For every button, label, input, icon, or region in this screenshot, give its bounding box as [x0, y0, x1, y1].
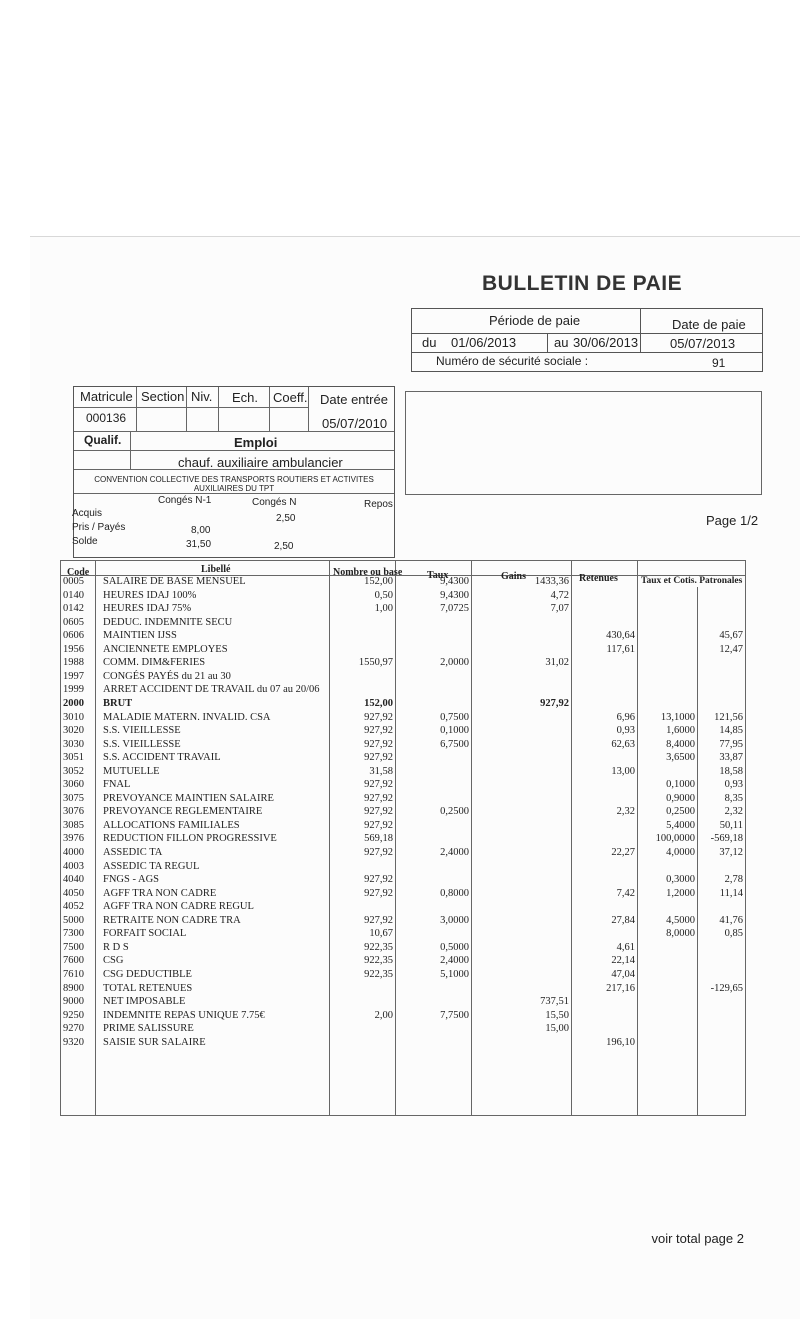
base-cell: 927,92 [364, 914, 393, 926]
retenues-cell: 47,04 [611, 968, 635, 980]
to-label: au [554, 335, 569, 350]
taux-patronal-cell: 0,1000 [666, 779, 695, 791]
divider [412, 352, 762, 353]
cotis-patronale-cell: 0,85 [724, 928, 743, 940]
code-cell: 9250 [63, 1009, 84, 1021]
matricule-value: 000136 [86, 411, 127, 425]
payslip-table [60, 560, 746, 1116]
coeff-header: Coeff. [273, 390, 308, 405]
taux-cell: 0,8000 [440, 887, 469, 899]
taux-patronal-cell: 13,1000 [660, 711, 695, 723]
cotis-patronale-cell: -569,18 [710, 833, 743, 845]
cotis-patronale-cell: 33,87 [719, 752, 743, 764]
patronales-header: Taux et Cotis. Patronales [641, 576, 743, 586]
label-cell: MAINTIEN IJSS [103, 630, 177, 642]
payes-n1: 8,00 [191, 525, 211, 536]
taux-patronal-cell: 5,4000 [666, 819, 695, 831]
cotis-patronale-cell: -129,65 [710, 982, 743, 994]
label-cell: S.S. VIEILLESSE [103, 738, 181, 750]
label-cell: MALADIE MATERN. INVALID. CSA [103, 711, 271, 723]
code-cell: 3030 [63, 738, 84, 750]
code-cell: 4050 [63, 887, 84, 899]
code-cell: 3976 [63, 833, 84, 845]
base-cell: 31,58 [369, 765, 393, 777]
code-cell: 0605 [63, 616, 84, 628]
label-cell: BRUT [103, 697, 133, 709]
code-cell: 5000 [63, 914, 84, 926]
taux-header: Taux [427, 570, 449, 581]
base-cell: 2,00 [374, 1009, 393, 1021]
cotis-patronale-cell: 18,58 [719, 765, 743, 777]
base-cell: 152,00 [364, 697, 393, 709]
cotis-patronale-cell: 0,93 [724, 779, 743, 791]
base-cell: 922,35 [364, 941, 393, 953]
taux-patronal-cell: 1,6000 [666, 725, 695, 737]
base-cell: 10,67 [369, 928, 393, 940]
label-cell: FNGS - AGS [103, 874, 160, 886]
code-cell: 7610 [63, 968, 84, 980]
taux-patronal-cell: 4,5000 [666, 914, 695, 926]
taux-patronal-cell: 1,2000 [666, 887, 695, 899]
divider [640, 309, 641, 353]
retenues-cell: 196,10 [606, 1036, 635, 1048]
label-cell: FORFAIT SOCIAL [103, 928, 187, 940]
label-cell: COMM. DIM&FERIES [103, 657, 206, 669]
repos-header: Repos [364, 499, 393, 510]
taux-cell: 7,7500 [440, 1009, 469, 1021]
code-cell: 3020 [63, 725, 84, 737]
pay-date-label: Date de paie [672, 317, 746, 332]
base-cell: 0,50 [374, 589, 393, 601]
label-cell: INDEMNITE REPAS UNIQUE 7.75€ [103, 1009, 265, 1021]
code-cell: 0140 [63, 589, 84, 601]
label-cell: ALLOCATIONS FAMILIALES [103, 819, 240, 831]
code-cell: 1956 [63, 643, 84, 655]
cotis-patronale-cell: 11,14 [719, 887, 743, 899]
period-label: Période de paie [489, 313, 581, 328]
code-cell: 4052 [63, 901, 84, 913]
date-entree-value: 05/07/2010 [322, 416, 388, 431]
label-cell: CSG [103, 955, 124, 967]
taux-patronal-cell: 8,0000 [666, 928, 695, 940]
retenues-cell: 117,61 [606, 643, 635, 655]
label-cell: ASSEDIC TA [103, 847, 163, 858]
from-label: du [422, 335, 437, 350]
base-cell: 927,92 [364, 738, 393, 750]
taux-patronal-cell: 3,6500 [666, 752, 695, 764]
base-cell: 927,92 [364, 725, 393, 737]
cotis-patronale-cell: 50,11 [719, 819, 743, 831]
label-cell: FNAL [103, 779, 131, 791]
libelle-header: Libellé [201, 564, 231, 575]
gains-cell: 737,51 [540, 996, 569, 1008]
label-cell: R D S [103, 941, 129, 953]
acquis-n: 2,50 [276, 513, 296, 524]
taux-patronal-cell: 0,2500 [666, 806, 695, 818]
code-cell: 3051 [63, 752, 84, 764]
retenues-header: Retenues [579, 573, 618, 584]
code-cell: 4003 [63, 860, 84, 872]
gains-cell: 15,50 [545, 1009, 569, 1021]
label-cell: PRIME SALISSURE [103, 1023, 194, 1035]
taux-cell: 9,4300 [440, 576, 469, 587]
code-cell: 3085 [63, 819, 84, 831]
retenues-cell: 430,64 [606, 630, 635, 642]
label-cell: MUTUELLE [103, 765, 160, 777]
label-cell: HEURES IDAJ 100% [103, 589, 197, 601]
taux-cell: 2,0000 [440, 657, 469, 669]
gains-cell: 1433,36 [534, 576, 569, 587]
base-cell: 927,92 [364, 847, 393, 858]
date-entree-header: Date entrée [320, 392, 388, 407]
taux-patronal-cell: 0,3000 [666, 874, 695, 886]
ech-header: Ech. [232, 390, 259, 405]
emploi-label: Emploi [234, 435, 278, 450]
cotis-patronale-cell: 121,56 [714, 711, 743, 723]
code-cell: 0005 [63, 576, 84, 587]
cotis-patronale-cell: 8,35 [724, 792, 743, 804]
cotis-patronale-cell: 12,47 [719, 643, 743, 655]
label-cell: S.S. VIEILLESSE [103, 725, 181, 737]
label-cell: PREVOYANCE REGLEMENTAIRE [103, 806, 263, 818]
gains-cell: 31,02 [545, 657, 569, 669]
divider [547, 333, 548, 352]
section-header: Section [141, 389, 185, 404]
convention-text: CONVENTION COLLECTIVE DES TRANSPORTS ROUTIERS ET ACTIVITES AUXILIAIRES DU TPT [94, 475, 374, 493]
code-cell: 4040 [63, 874, 84, 886]
taux-patronal-cell: 4,0000 [666, 847, 695, 858]
label-cell: ASSEDIC TA REGUL [103, 860, 200, 872]
footer-note: voir total page 2 [651, 1231, 744, 1246]
cotis-patronale-cell: 14,85 [719, 725, 743, 737]
taux-patronal-cell: 100,0000 [655, 833, 695, 845]
matricule-header: Matricule [80, 389, 133, 404]
label-cell: ARRET ACCIDENT DE TRAVAIL du 07 au 20/06 [103, 684, 320, 696]
code-cell: 8900 [63, 982, 84, 994]
code-cell: 7600 [63, 955, 84, 967]
address-box [405, 391, 762, 495]
label-cell: REDUCTION FILLON PROGRESSIVE [103, 833, 277, 845]
base-cell: 922,35 [364, 955, 393, 967]
code-cell: 3060 [63, 779, 84, 791]
taux-cell: 5,1000 [440, 968, 469, 980]
code-cell: 9000 [63, 996, 84, 1008]
taux-cell: 9,4300 [440, 589, 469, 601]
retenues-cell: 22,14 [611, 955, 635, 967]
cotis-patronale-cell: 2,78 [724, 874, 743, 886]
taux-patronal-cell: 8,4000 [666, 738, 695, 750]
retenues-cell: 6,96 [616, 711, 635, 723]
taux-cell: 0,1000 [440, 725, 469, 737]
retenues-cell: 4,61 [616, 941, 635, 953]
retenues-cell: 0,93 [616, 725, 635, 737]
retenues-cell: 7,42 [616, 887, 635, 899]
document-title: BULLETIN DE PAIE [482, 272, 683, 295]
pay-date: 05/07/2013 [670, 336, 736, 351]
label-cell: AGFF TRA NON CADRE REGUL [103, 901, 254, 913]
label-cell: ANCIENNETE EMPLOYES [103, 643, 228, 655]
base-cell: 1,00 [374, 603, 393, 615]
taux-cell: 2,4000 [440, 847, 469, 858]
label-cell: NET IMPOSABLE [103, 996, 186, 1008]
cotis-patronale-cell: 77,95 [719, 738, 743, 750]
taux-cell: 6,7500 [440, 738, 469, 750]
code-cell: 0142 [63, 603, 84, 615]
qualif-label: Qualif. [84, 433, 122, 447]
label-cell: CONGÉS PAYÉS du 21 au 30 [103, 670, 231, 682]
base-cell: 927,92 [364, 792, 393, 804]
retenues-cell: 2,32 [616, 806, 635, 818]
label-cell: TOTAL RETENUES [103, 982, 193, 994]
acquis-label: Acquis [72, 508, 103, 519]
emploi-value: chauf. auxiliaire ambulancier [178, 455, 343, 470]
solde-label: Solde [72, 536, 98, 547]
code-header: Code [67, 567, 90, 578]
gains-cell: 15,00 [545, 1023, 569, 1035]
label-cell: SAISIE SUR SALAIRE [103, 1036, 206, 1048]
divider [412, 333, 762, 334]
cotis-patronale-cell: 45,67 [719, 630, 743, 642]
label-cell: SALAIRE DE BASE MENSUEL [103, 576, 246, 587]
base-cell: 922,35 [364, 968, 393, 980]
label-cell: HEURES IDAJ 75% [103, 603, 192, 615]
label-cell: CSG DEDUCTIBLE [103, 968, 192, 980]
base-cell: 152,00 [364, 576, 393, 587]
gains-header: Gains [501, 571, 527, 582]
solde-n1: 31,50 [186, 539, 212, 550]
retenues-cell: 22,27 [611, 847, 635, 858]
code-cell: 9320 [63, 1036, 84, 1048]
retenues-cell: 62,63 [611, 738, 635, 750]
base-cell: 927,92 [364, 874, 393, 886]
gains-cell: 7,07 [550, 603, 569, 615]
cotis-patronale-cell: 41,76 [719, 914, 743, 926]
base-cell: 927,92 [364, 752, 393, 764]
label-cell: PREVOYANCE MAINTIEN SALAIRE [103, 792, 274, 804]
secu-number: 91 [712, 356, 726, 370]
code-cell: 3052 [63, 765, 84, 777]
code-cell: 9270 [63, 1023, 84, 1035]
taux-cell: 0,5000 [440, 941, 469, 953]
employee-info-box [73, 386, 395, 558]
gains-cell: 927,92 [540, 697, 569, 709]
base-cell: 927,92 [364, 711, 393, 723]
code-cell: 1999 [63, 684, 84, 696]
base-cell: 569,18 [364, 833, 393, 845]
base-cell: 927,92 [364, 779, 393, 791]
label-cell: S.S. ACCIDENT TRAVAIL [103, 752, 221, 764]
code-cell: 3010 [63, 711, 84, 723]
code-cell: 0606 [63, 630, 84, 642]
code-cell: 7500 [63, 941, 84, 953]
taux-cell: 7,0725 [440, 603, 469, 615]
base-cell: 927,92 [364, 887, 393, 899]
period-end: 30/06/2013 [573, 335, 639, 350]
retenues-cell: 217,16 [606, 982, 635, 994]
solde-n: 2,50 [274, 541, 294, 552]
gains-cell: 4,72 [550, 589, 569, 601]
retenues-cell: 13,00 [611, 765, 635, 777]
conges-n1-header: Congés N-1 [158, 495, 212, 506]
taux-patronal-cell: 0,9000 [666, 792, 695, 804]
base-cell: 927,92 [364, 806, 393, 818]
taux-cell: 2,4000 [440, 955, 469, 967]
base-cell: 927,92 [364, 819, 393, 831]
code-cell: 2000 [63, 697, 84, 709]
base-cell: 1550,97 [358, 657, 393, 669]
period-start: 01/06/2013 [451, 335, 517, 350]
base-header: Nombre ou base [333, 567, 403, 578]
code-cell: 3075 [63, 792, 84, 804]
label-cell: RETRAITE NON CADRE TRA [103, 914, 241, 926]
code-cell: 4000 [63, 847, 84, 858]
taux-cell: 0,7500 [440, 711, 469, 723]
label-cell: DEDUC. INDEMNITE SECU [103, 616, 233, 628]
payes-label: Pris / Payés [72, 522, 126, 533]
pay-period-box [411, 308, 763, 372]
code-cell: 3076 [63, 806, 84, 818]
page-number: Page 1/2 [706, 513, 759, 528]
code-cell: 1997 [63, 670, 84, 682]
conges-n-header: Congés N [252, 497, 297, 508]
retenues-cell: 27,84 [611, 914, 635, 926]
label-cell: AGFF TRA NON CADRE [103, 887, 217, 899]
code-cell: 1988 [63, 657, 84, 669]
cotis-patronale-cell: 37,12 [719, 847, 743, 858]
niv-header: Niv. [191, 389, 213, 404]
secu-label: Numéro de sécurité sociale : [436, 354, 589, 368]
cotis-patronale-cell: 2,32 [724, 806, 743, 818]
code-cell: 7300 [63, 928, 84, 940]
taux-cell: 0,2500 [440, 806, 469, 818]
taux-cell: 3,0000 [440, 914, 469, 926]
